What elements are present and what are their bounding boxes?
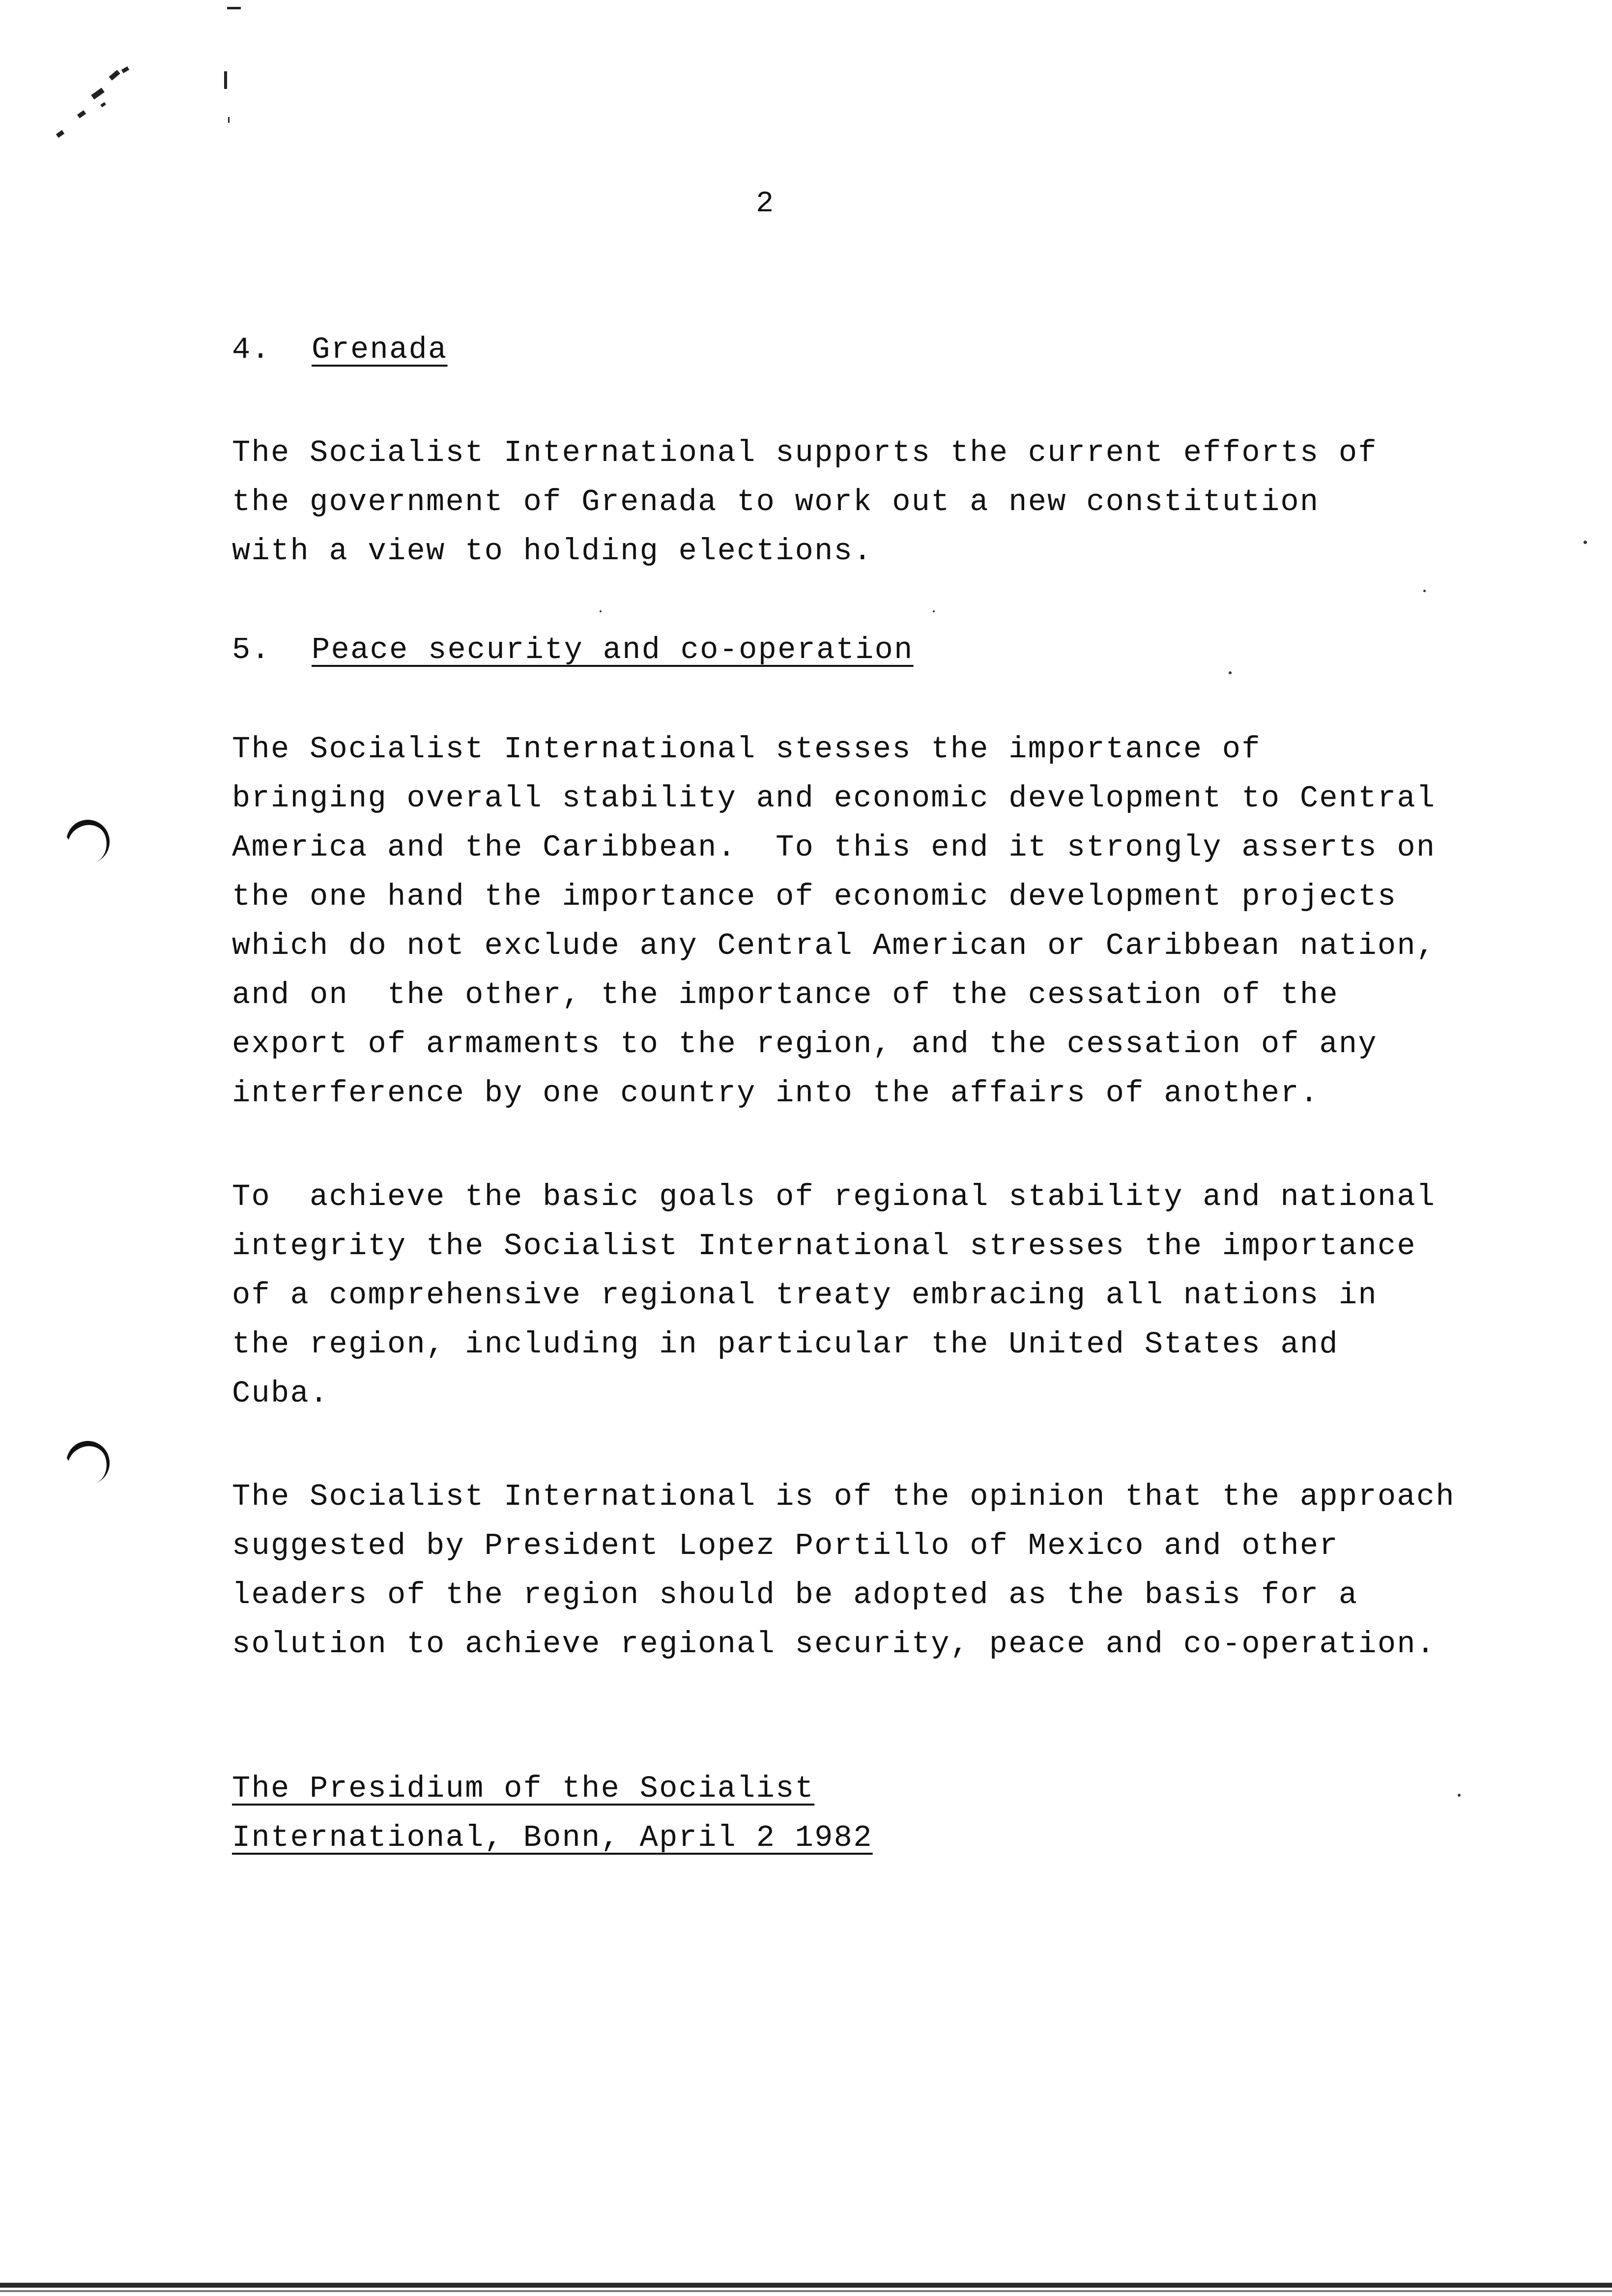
scan-mark: [227, 7, 241, 9]
paragraph-line: The Socialist International supports the current efforts of: [232, 435, 1378, 470]
section-number: 5.: [232, 632, 271, 667]
scan-mark: [77, 110, 86, 118]
paragraph-line: export of armaments to the region, and the cessation of any: [232, 1027, 1378, 1062]
section-number: 4.: [232, 332, 271, 367]
paragraph-line: leaders of the region should be adopted as the basis for a: [232, 1578, 1358, 1612]
bottom-scan-edge-2: [0, 2290, 1612, 2292]
paragraph-line: the one hand the importance of economic development projects: [232, 879, 1397, 914]
paragraph-line: Cuba.: [232, 1376, 329, 1411]
scan-mark: [224, 71, 227, 89]
scan-mark: [228, 117, 230, 123]
signature-line: International, Bonn, April 2 1982: [232, 1820, 873, 1855]
scan-mark: [56, 130, 64, 138]
paragraph-line: integrity the Socialist International stresses the importance: [232, 1229, 1416, 1263]
paragraph-line: bringing overall stability and economic development to Central: [232, 781, 1436, 816]
section-title: Peace security and co-operation: [312, 632, 914, 667]
paragraph-line: To achieve the basic goals of regional stability and national: [232, 1179, 1436, 1214]
paragraph-line: The Socialist International stesses the importance of: [232, 732, 1261, 767]
paragraph-line: which do not exclude any Central American or Caribbean nation,: [232, 928, 1436, 963]
paragraph-line: America and the Caribbean. To this end it strongly asserts on: [232, 830, 1436, 865]
bottom-scan-edge: [0, 2283, 1612, 2288]
scan-mark: [109, 70, 120, 81]
paragraph-line: interference by one country into the affairs of another.: [232, 1076, 1320, 1111]
signature-line: The Presidium of the Socialist: [232, 1771, 815, 1806]
scan-speck: [1423, 590, 1426, 592]
scan-mark: [91, 88, 105, 100]
scan-mark: [100, 102, 106, 108]
punch-hole-mark: [60, 814, 115, 869]
paragraph-line: with a view to holding elections.: [232, 534, 873, 569]
paragraph-line: of a comprehensive regional treaty embracing all nations in: [232, 1278, 1378, 1313]
scan-speck: [1229, 671, 1232, 674]
scan-speck: [933, 610, 935, 612]
scan-mark: [121, 66, 129, 73]
paragraph-line: solution to achieve regional security, peace and co-operation.: [232, 1627, 1436, 1662]
scan-speck: [600, 610, 602, 612]
paragraph-line: suggested by President Lopez Portillo of Mexico and other: [232, 1528, 1339, 1563]
scan-speck: [1583, 541, 1587, 544]
paragraph-line: The Socialist International is of the opinion that the approach: [232, 1479, 1455, 1514]
scan-speck: [1458, 1794, 1461, 1797]
paragraph-line: and on the other, the importance of the cessation of the: [232, 977, 1339, 1012]
paragraph-line: the government of Grenada to work out a new constitution: [232, 485, 1320, 519]
punch-hole-mark: [60, 1435, 115, 1491]
paragraph-line: the region, including in particular the United States and: [232, 1327, 1339, 1362]
section-title: Grenada: [312, 332, 448, 367]
page-number: 2: [756, 187, 774, 221]
